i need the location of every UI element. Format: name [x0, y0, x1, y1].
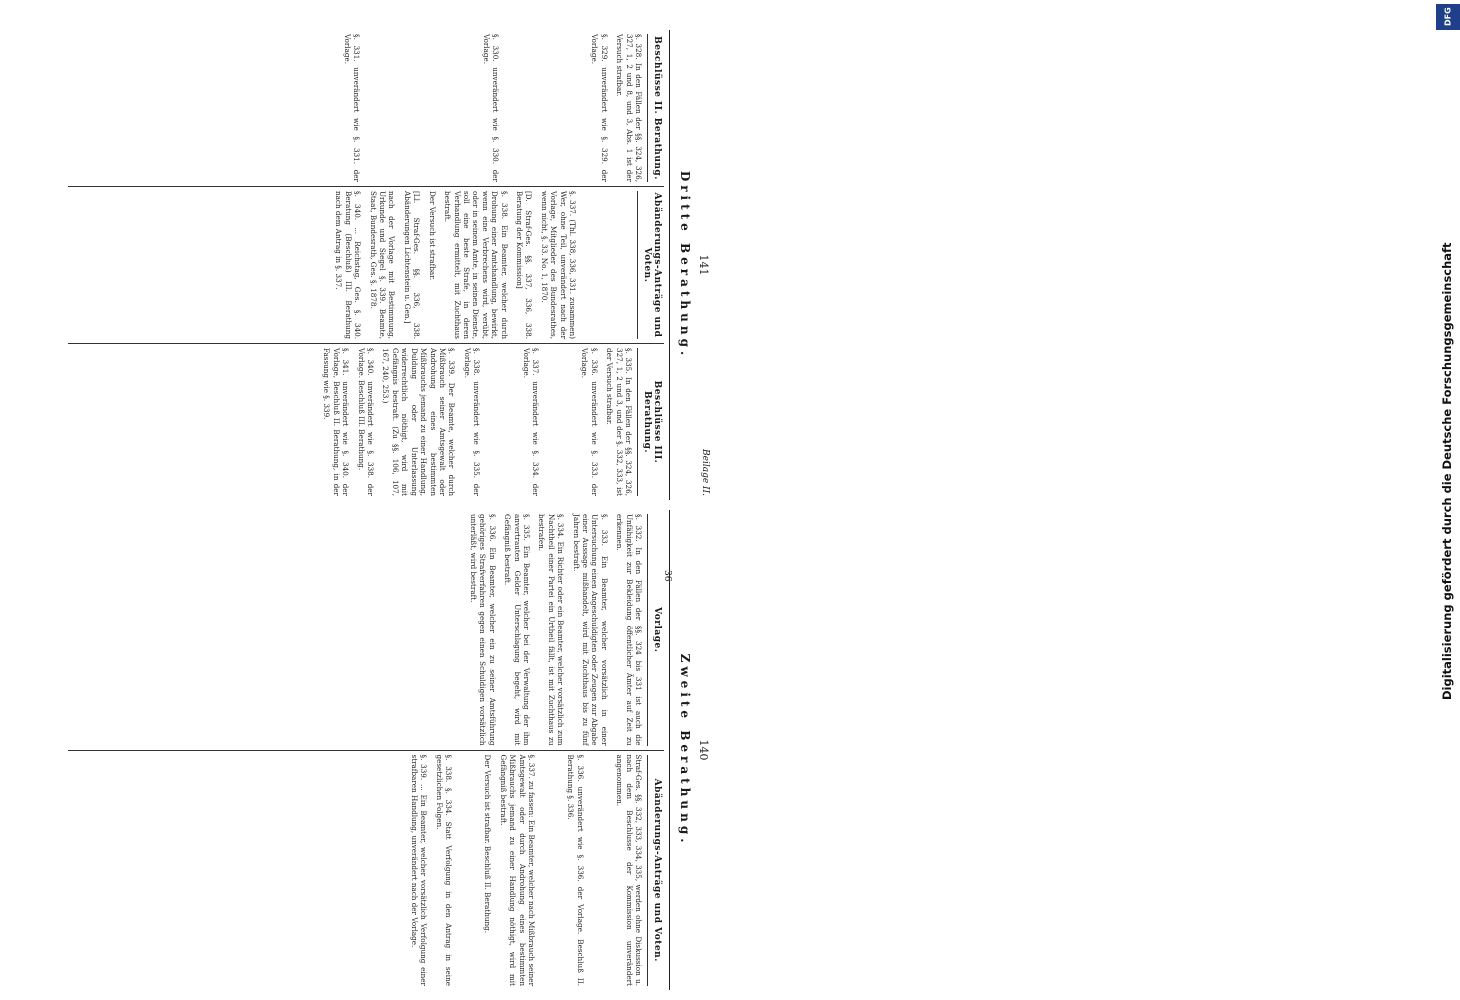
column-beschluesse-iii: [68, 343, 664, 500]
paragraph: §. 329. unverändert wie §. 329. der Vorlage.: [590, 34, 609, 182]
paragraph: §. 340. unverändert wie §. 338. der Vorlage. Beschluß III. Berathung.: [356, 348, 376, 496]
column-abaenderungs-antraege: [68, 750, 664, 991]
paragraph: §. 333. Ein Beamter, welcher vorsätzlich in einer Untersuchung einen Angeschuldigten oder Zeugen zur Abgabe einer Aussage mißhandelt, wird mit Zuchthaus bis zu fünf Jahren bestraft.: [571, 514, 609, 746]
paragraph: nach der Vorlage mit Bestimmung, Urkunde und Siegel §. 339. Beamte, Staat, Bundesrath, Ges. §. 1878.: [368, 191, 397, 339]
column-vorlage: [68, 510, 664, 750]
page-title: Dritte Berathung.: [678, 170, 692, 360]
column-header: Beschlüsse II. Berathung.: [647, 34, 664, 182]
paragraph: §. 332. In den Fällen der §§. 324 bis 331 ist auch die Unfähigkeit zur Bekleidung öffentlicher Ämter auf Zeit zu erkennen.: [615, 514, 643, 746]
paragraph: §. 336. unverändert wie §. 333. der Vorlage.: [580, 348, 599, 496]
column-header: Abänderungs-Anträge und Voten.: [637, 191, 664, 339]
column-header: Vorlage.: [647, 514, 664, 746]
paragraph: Der Versuch ist strafbar.: [427, 191, 437, 281]
header-rule: [669, 510, 670, 990]
paragraph: §. 337. (Thl. 338, 336, 331. zusammen) Wer, ohne Teil, unverändert nach der Vorlage, Mitglieder des Bundesrathes, wenn nicht, §. 33. No. 1, 1870.: [539, 191, 577, 339]
paragraph: §. 335. In den Fällen der §§. 324, 326, 327, 1, 2 und 3, und der §. 332, 333, ist der Versuch strafbar.: [605, 348, 633, 496]
paragraph: §. 335. Ein Beamter, welcher bei der Verwaltung der ihm anvertrauten Gelder Unterschlagung begeht, wird mit Gefängniß bestraft.: [503, 514, 531, 746]
page-141: [60, 30, 712, 582]
column-beschluesse-ii: [68, 30, 664, 186]
footer-number: 36: [662, 570, 672, 582]
paragraph: §. 341. unverändert wie §. 340. der Vorlage, Beschluß II. Berathung, in der Fassung wie §. 339.: [322, 348, 351, 496]
beilage-label: Beilage II.: [700, 449, 710, 496]
paragraph: §. 339. ... Ein Beamter, welcher vorsätzlich Verfolgung einer strafbaren Handlung, unverändert nach der Vorlage.: [409, 754, 429, 986]
page-140: [60, 510, 712, 990]
column-header: Abänderungs-Anträge und Voten.: [647, 755, 664, 987]
column-table: [68, 30, 664, 500]
paragraph: §. 330. unverändert wie §. 330. der Vorlage.: [481, 34, 500, 182]
paragraph: §. 339. Der Beamte, welcher durch Mißbrauch seiner Amtsgewalt oder Androhung eines bestimmten Mißbrauchs jemand zu einer Handlung, Duldung oder Unterlassung widerrechtlich nöthigt, wird mit Gefängnis bestraft. (Zu §§. 106, 107, 167, 240, 253.): [381, 348, 457, 496]
page-title: Zweite Berathung.: [678, 653, 692, 847]
paragraph: [Ll. Straf-Ges. §§. 336, 338. Abänderungen Lichtenstein u. Gen.]: [402, 191, 422, 339]
paragraph: §. 337. unverändert wie §. 334. der Vorlage.: [521, 348, 540, 496]
column-header: Beschlüsse III. Berathung.: [637, 348, 664, 496]
page-number: 141: [697, 254, 710, 276]
paragraph: §. 337. zu fassen: Ein Beamter, welcher nach Mißbrauch seiner Amtsgewalt oder durch Androhung eines bestimmten Mißbrauchs jemand zu einer Handlung nöthigt, wird mit Gefängniß bestraft.: [498, 754, 536, 986]
paragraph: Straf-Ges. §§. 332, 333, 334, 335, werden ohne Diskussion u. nach dem Beschlusse der Kommission unverändert angenommen.: [615, 754, 643, 986]
paragraph: §. 336. unverändert wie §. 336. der Vorlage. Beschluß II. Berathung §. 336.: [566, 754, 585, 986]
paragraph: [D. Straf-Ges. §§. 337, 336, 338. Beratung der Kommission]: [514, 191, 534, 339]
paragraph: §. 331. unverändert wie §. 331. der Vorlage.: [342, 34, 362, 182]
dfg-credit-strip: [716, 0, 1454, 1000]
header-rule: [669, 30, 670, 500]
dfg-credit-text: Digitalisierung gefördert durch die Deutsche Forschungsgemeinschaft: [1440, 242, 1454, 700]
paragraph: §. 340. ... Reichstag, Ges. §. 340. Beratung (Beschluß) III. Berathung nach dem Antrag in §. 337.: [334, 191, 363, 339]
page-number: 140: [697, 739, 710, 761]
paragraph: §. 338. unverändert wie §. 335. der Vorlage.: [462, 348, 482, 496]
paragraph: Der Versuch ist strafbar. Beschluß II. Berathung.: [483, 754, 493, 933]
paragraph: §. 328. In den Fällen der §§. 324, 326, 327, 1, 2 und 8, und 3, Abs. 1 ist der Versuch strafbar.: [615, 34, 643, 182]
column-abaenderungs-antraege: [68, 186, 664, 343]
paragraph: §. 338. Ein Beamter, welcher durch Drohung einer Amtshandlung, bewirkt, wenn eine Verbrechens wird, verübt, oder in seinem Amte, in seinen Dienste, soll eine beste Strafe, in deren Verhandlung ermittelt, mit Zuchthaus bestraft.: [443, 191, 509, 339]
paragraph: §. 336. Ein Beamter, welcher ein zu seiner Amtsführung gehöriges Strafverfahren gegen einen Schuldigen vorsätzlich unterläßt, wird bestraft.: [468, 514, 497, 746]
paragraph: §. 334. Ein Richter oder ein Beamter, welcher vorsätzlich zum Nachtheil einer Partei ein Urtheil fällt, ist mit Zuchthaus zu bestrafen.: [537, 514, 566, 746]
dfg-logo: DFG: [1436, 4, 1460, 30]
column-table: [68, 510, 664, 990]
paragraph: §. 338. §. 334. Statt Verfolgung in den Antrag in seine gesetzlichen Folgen.: [434, 754, 453, 986]
